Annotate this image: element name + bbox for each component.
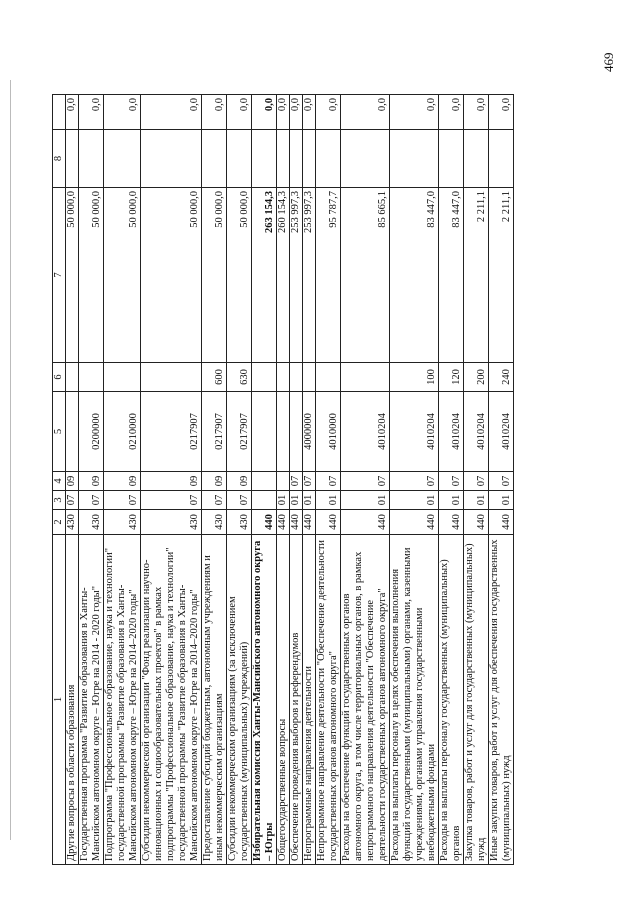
row-code-3: 07 (141, 491, 202, 510)
row-code-4: 07 (316, 472, 341, 491)
header-cell: 5 (53, 392, 66, 472)
row-amount-9: 0,0 (316, 95, 341, 130)
row-code-2: 440 (390, 510, 439, 535)
row-description: Предоставление субсидий бюджетным, автономным учреждениям и иным некоммерческим организациям (202, 535, 227, 865)
row-code-2: 440 (303, 510, 316, 535)
table-row (104, 95, 141, 865)
table-row (202, 95, 227, 865)
row-code-5: 0210000 (104, 392, 141, 472)
table-row (439, 95, 464, 865)
budget-table (52, 94, 514, 865)
row-description: Государственная программа "Развитие образования в Ханты-Мансийском автономном округе – Югре на 2014 - 2020 годы" (79, 535, 104, 865)
row-code-2: 440 (290, 510, 303, 535)
row-code-4: 07 (303, 472, 316, 491)
row-amount-8 (316, 130, 341, 188)
row-code-4: 09 (104, 472, 141, 491)
row-amount-8 (79, 130, 104, 188)
row-code-2: 440 (341, 510, 390, 535)
row-code-5: 0200000 (79, 392, 104, 472)
row-code-6 (252, 363, 277, 392)
row-code-6 (66, 363, 79, 392)
row-amount-9: 0,0 (227, 95, 252, 130)
row-description: Избирательная комиссия Ханты-Мансийского автономного округа – Югры (252, 535, 277, 865)
row-amount-9: 0,0 (290, 95, 303, 130)
row-code-6: 100 (390, 363, 439, 392)
row-amount-7: 83 447,0 (390, 188, 439, 363)
row-code-5: 4010000 (316, 392, 341, 472)
row-code-6 (141, 363, 202, 392)
row-code-6 (303, 363, 316, 392)
row-description: Непрограммное направление деятельности "Обеспечение деятельности государственных органов автономного округа" (316, 535, 341, 865)
row-amount-8 (66, 130, 79, 188)
row-code-4: 09 (202, 472, 227, 491)
row-amount-7: 253 997,3 (303, 188, 316, 363)
row-code-2: 440 (252, 510, 277, 535)
row-code-2: 430 (104, 510, 141, 535)
row-code-2: 440 (316, 510, 341, 535)
table-row (66, 95, 79, 865)
row-code-3: 07 (227, 491, 252, 510)
row-code-4 (277, 472, 290, 491)
row-code-2: 440 (464, 510, 489, 535)
row-amount-9: 0,0 (277, 95, 290, 130)
row-code-2: 430 (227, 510, 252, 535)
row-amount-9: 0,0 (341, 95, 390, 130)
table-row (290, 95, 303, 865)
header-cell: 3 (53, 491, 66, 510)
row-amount-7: 50 000,0 (79, 188, 104, 363)
row-amount-7: 50 000,0 (141, 188, 202, 363)
header-cell: 8 (53, 130, 66, 188)
row-amount-9: 0,0 (439, 95, 464, 130)
row-code-4: 09 (79, 472, 104, 491)
row-code-3: 01 (316, 491, 341, 510)
row-code-2: 430 (66, 510, 79, 535)
row-amount-8 (341, 130, 390, 188)
row-amount-8 (390, 130, 439, 188)
row-description: Непрограммные направления деятельности (303, 535, 316, 865)
row-amount-9: 0,0 (79, 95, 104, 130)
row-code-3: 01 (464, 491, 489, 510)
row-amount-8 (489, 130, 514, 188)
row-code-3: 07 (66, 491, 79, 510)
row-code-3: 01 (390, 491, 439, 510)
row-code-3: 01 (489, 491, 514, 510)
row-description: Обеспечение проведения выборов и референдумов (290, 535, 303, 865)
row-amount-7: 50 000,0 (202, 188, 227, 363)
row-description: Общегосударственные вопросы (277, 535, 290, 865)
row-code-4: 09 (227, 472, 252, 491)
row-amount-9: 0,0 (202, 95, 227, 130)
row-code-3: 01 (341, 491, 390, 510)
row-code-5 (290, 392, 303, 472)
table-row (79, 95, 104, 865)
table-header-row (53, 95, 66, 865)
row-amount-9: 0,0 (489, 95, 514, 130)
row-description: Иные закупки товаров, работ и услуг для обеспечения государственных (муниципальных) нужд (489, 535, 514, 865)
row-amount-9: 0,0 (464, 95, 489, 130)
page-number: 469 (601, 52, 616, 72)
row-code-4: 09 (141, 472, 202, 491)
scan-edge-line (10, 80, 11, 840)
row-code-4: 07 (489, 472, 514, 491)
row-amount-7: 95 787,7 (316, 188, 341, 363)
row-code-5: 4000000 (303, 392, 316, 472)
row-code-5: 4010204 (464, 392, 489, 472)
header-cell (53, 95, 66, 130)
header-cell: 7 (53, 188, 66, 363)
header-cell: 4 (53, 472, 66, 491)
row-code-6: 630 (227, 363, 252, 392)
row-amount-7: 50 000,0 (104, 188, 141, 363)
row-code-5: 4010204 (341, 392, 390, 472)
row-code-5 (277, 392, 290, 472)
row-code-5: 0217907 (141, 392, 202, 472)
row-amount-8 (252, 130, 277, 188)
table-row (277, 95, 290, 865)
row-amount-8 (464, 130, 489, 188)
table-row (341, 95, 390, 865)
row-description: Расходы на выплаты персоналу государственных (муниципальных) органов (439, 535, 464, 865)
row-amount-9: 0,0 (66, 95, 79, 130)
row-code-5: 4010204 (390, 392, 439, 472)
row-amount-8 (290, 130, 303, 188)
row-code-3: 07 (79, 491, 104, 510)
row-code-2: 430 (79, 510, 104, 535)
row-amount-7: 260 154,3 (277, 188, 290, 363)
row-code-6 (341, 363, 390, 392)
row-code-2: 430 (202, 510, 227, 535)
row-code-5 (252, 392, 277, 472)
row-amount-8 (141, 130, 202, 188)
header-cell: 2 (53, 510, 66, 535)
table-row (489, 95, 514, 865)
row-code-6 (79, 363, 104, 392)
row-amount-8 (104, 130, 141, 188)
row-description: Субсидии некоммерческой организации "Фонд реализации научно-инновационных и социообразовательных проектов" в рамках подпрограммы "Профессиональное образование, наука и технологии" государственной программы "Развитие образования в Ханты-Мансийском автономном округе – Югре на 2014–2020 годы" (141, 535, 202, 865)
row-description: Расходы на выплаты персоналу в целях обеспечения выполнения функций государственными (муниципальными) органами, казенными учреждениями, органами управления государственными внебюджетными фондами (390, 535, 439, 865)
row-code-4: 07 (290, 472, 303, 491)
row-code-4: 07 (390, 472, 439, 491)
row-code-6: 240 (489, 363, 514, 392)
rotated-table-container (52, 95, 612, 865)
row-amount-7: 2 211,1 (489, 188, 514, 363)
table-row (252, 95, 277, 865)
row-code-3 (252, 491, 277, 510)
row-code-5: 0217907 (202, 392, 227, 472)
row-amount-9: 0,0 (390, 95, 439, 130)
row-code-4: 09 (66, 472, 79, 491)
row-code-2: 430 (141, 510, 202, 535)
row-amount-7: 263 154,3 (252, 188, 277, 363)
row-code-6 (104, 363, 141, 392)
row-code-2: 440 (277, 510, 290, 535)
table-row (227, 95, 252, 865)
table-row (316, 95, 341, 865)
row-amount-7: 2 211,1 (464, 188, 489, 363)
row-code-4: 07 (464, 472, 489, 491)
row-amount-7: 50 000,0 (227, 188, 252, 363)
table-row (464, 95, 489, 865)
row-code-4 (252, 472, 277, 491)
row-code-3: 01 (303, 491, 316, 510)
row-code-6 (316, 363, 341, 392)
row-amount-8 (303, 130, 316, 188)
row-description: Другие вопросы в области образования (66, 535, 79, 865)
row-amount-8 (202, 130, 227, 188)
row-code-4: 07 (341, 472, 390, 491)
header-cell: 6 (53, 363, 66, 392)
row-code-6: 120 (439, 363, 464, 392)
row-code-2: 440 (489, 510, 514, 535)
row-code-3: 01 (290, 491, 303, 510)
table-row (303, 95, 316, 865)
row-amount-7: 253 997,3 (290, 188, 303, 363)
row-code-6 (290, 363, 303, 392)
row-amount-7: 83 447,0 (439, 188, 464, 363)
row-amount-8 (277, 130, 290, 188)
row-amount-7: 50 000,0 (66, 188, 79, 363)
row-code-5 (66, 392, 79, 472)
row-code-2: 440 (439, 510, 464, 535)
row-description: Закупка товаров, работ и услуг для государственных (муниципальных) нужд (464, 535, 489, 865)
row-code-5: 0217907 (227, 392, 252, 472)
row-code-6: 600 (202, 363, 227, 392)
row-description: Расходы на обеспечение функций государственных органов автономного округа, в том числе территориальных органов, в рамках непрограммного направления деятельности "Обеспечение деятельности государственных органов автономного округа" (341, 535, 390, 865)
row-amount-9: 0,0 (303, 95, 316, 130)
row-code-6: 200 (464, 363, 489, 392)
row-code-3: 07 (104, 491, 141, 510)
row-amount-9: 0,0 (252, 95, 277, 130)
row-description: Субсидии некоммерческим организациям (за исключением государственных (муниципальных) учреждений) (227, 535, 252, 865)
table-body (66, 95, 514, 865)
row-amount-9: 0,0 (141, 95, 202, 130)
table-row (141, 95, 202, 865)
row-code-5: 4010204 (439, 392, 464, 472)
row-amount-8 (439, 130, 464, 188)
row-amount-9: 0,0 (104, 95, 141, 130)
row-code-3: 01 (277, 491, 290, 510)
row-description: Подпрограмма "Профессиональное образование, наука и технологии" государственной программы "Развитие образования в Ханты-Мансийском автономном округе – Югре на 2014–2020 годы" (104, 535, 141, 865)
row-code-3: 01 (439, 491, 464, 510)
row-code-4: 07 (439, 472, 464, 491)
header-cell: 1 (53, 535, 66, 865)
row-amount-8 (227, 130, 252, 188)
row-code-3: 07 (202, 491, 227, 510)
table-row (390, 95, 439, 865)
row-code-6 (277, 363, 290, 392)
row-code-5: 4010204 (489, 392, 514, 472)
row-amount-7: 85 665,1 (341, 188, 390, 363)
